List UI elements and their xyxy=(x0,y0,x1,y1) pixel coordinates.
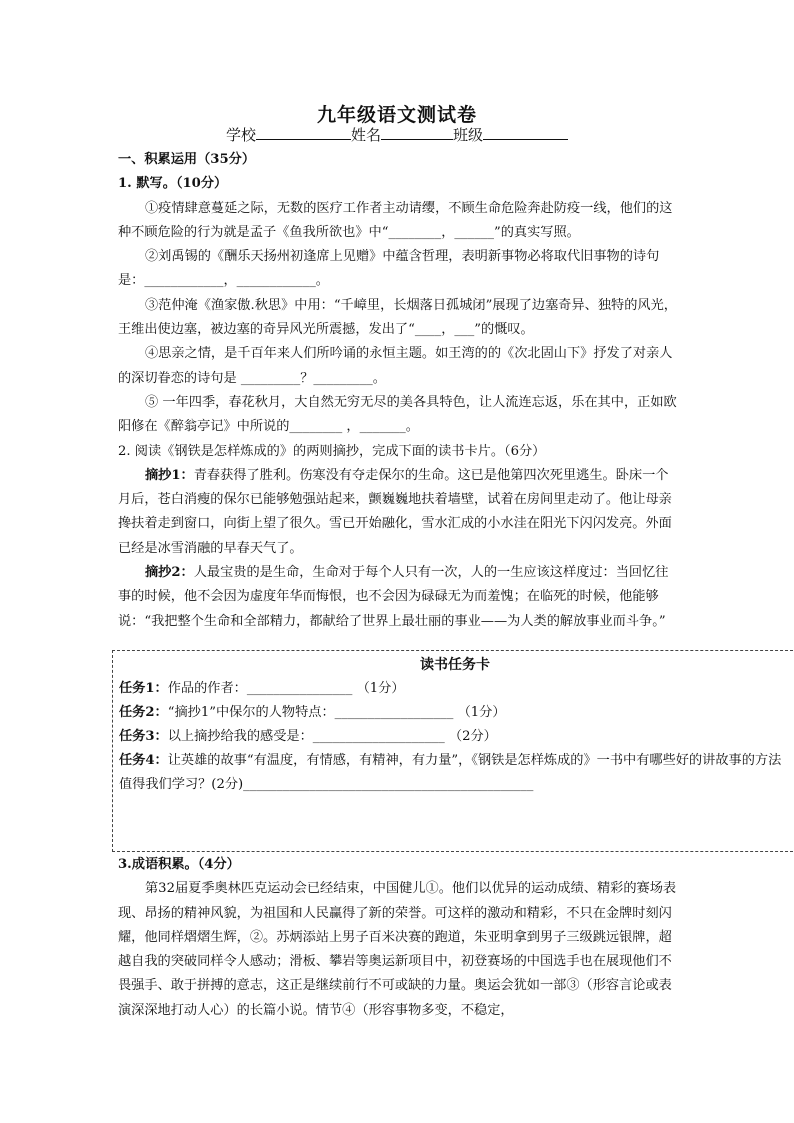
q3-passage: 第32届夏季奥林匹克运动会已经结束，中国健儿①。他们以优异的运动成绩、精彩的赛场表现、昂扬的精神风貌，为祖国和人民赢得了新的荣誉。可这样的激动和精彩，不只在金牌时刻闪耀，他同样熠熠生辉，②。苏炳添站上男子百米决赛的跑道，朱亚明拿到男子三级跳远银牌，超越自我的突破同样令人感动；滑板、攀岩等奥运新项目中，初登赛场的中国选手也在展现他们不畏强手、敢于拼搏的意志，这正是继续前行不可或缺的力量。奥运会犹如一部③（形容言论或表演深深地打动人心）的长篇小说。情节④（形容事物多变，不稳定， xyxy=(118,881,677,1018)
task-4-text: 让英雄的故事“有温度，有情感，有精神，有力量”，《钢铁是怎样炼成的》一书中有哪些好的讲故事的方法值得我们学习？(2分)____________________________________________ xyxy=(119,753,782,792)
question-3-content xyxy=(118,853,678,1023)
class-label: 班级 xyxy=(453,126,484,144)
class-field[interactable] xyxy=(483,125,568,140)
excerpt-2-label: 摘抄2： xyxy=(145,565,194,581)
name-field[interactable] xyxy=(381,125,453,140)
task-1-label: 任务1： xyxy=(119,681,168,696)
q1-item-5: ⑤ 一年四季，春花秋月，大自然无穷无尽的美各具特色，让人流连忘返，乐在其中，正如欧阳修在《醉翁亭记》中所说的________ ，_______。 xyxy=(118,394,677,435)
q1-item-2: ②刘禹锡的《酬乐天扬州初逢席上见赠》中蕴含哲理，表明新事物必将取代旧事物的诗句是：____________，____________。 xyxy=(118,249,660,289)
excerpt-2 xyxy=(118,561,678,634)
task-3-text: 以上摘抄给我的感受是：____________________ （2分） xyxy=(167,729,497,744)
q1-item-1: ①疫情肆意蔓延之际，无数的医疗工作者主动请缨，不顾生命危险奔赴防疫一线，他们的这种不顾危险的行为就是孟子《鱼我所欲也》中“________，______”的真实写照。 xyxy=(118,200,673,240)
name-label: 姓名 xyxy=(350,126,381,144)
school-label: 学校 xyxy=(225,126,256,144)
school-field[interactable] xyxy=(256,125,351,140)
task-2[interactable] xyxy=(119,701,791,725)
question-2-heading: 2. 阅读《钢铁是怎样炼成的》的两则摘抄，完成下面的读书卡片。（6分） xyxy=(118,443,546,459)
q1-item-4: ④思亲之情，是千百年来人们所吟诵的永恒主题。如王湾的的《次北固山下》抒发了对亲人的深切眷恋的诗句是 _________？_________。 xyxy=(118,346,673,386)
task-3[interactable] xyxy=(119,725,791,749)
task-2-text: “摘抄1”中保尔的人物特点：__________________ （1分） xyxy=(167,705,506,720)
excerpt-1 xyxy=(118,464,678,561)
section-1-content xyxy=(118,148,678,634)
section-heading: 一、积累运用（35分） xyxy=(118,152,256,167)
q1-item-3: ③范仲淹《渔家傲.秋思》中用：“千嶂里，长烟落日孤城闭”展现了边塞奇异、独特的风光，王维出使边塞，被边塞的奇异风光所震撼，发出了“____，___”的慨叹。 xyxy=(118,297,677,338)
excerpt-1-label: 摘抄1： xyxy=(145,467,194,483)
student-info-line xyxy=(0,124,794,145)
excerpt-2-text: 人最宝贵的是生命，生命对于每个人只有一次，人的一生应该这样度过：当回忆往事的时候，他不会因为虚度年华而悔恨，也不会因为碌碌无为而羞愧；在临死的时候，他能够说：“我把整个生命和全部精力，都献给了世界上最壮丽的事业——为人类的解放事业而斗争。” xyxy=(118,565,669,629)
task-1[interactable] xyxy=(119,677,791,701)
question-1-heading: 1. 默写。（10分） xyxy=(118,176,228,192)
reading-task-card xyxy=(112,650,793,852)
excerpt-1-text: 青春获得了胜利。伤寒没有夺走保尔的生命。这已是他第四次死里逃生。卧床一个月后，苍白消瘦的保尔已能够勉强站起来，颤巍巍地扶着墙壁，试着在房间里走动了。他让母亲搀扶着走到窗口，向街上望了很久。雪已开始融化，雪水汇成的小水洼在阳光下闪闪发亮。外面已经是冰雪消融的早春天气了。 xyxy=(118,467,672,556)
page-title: 九年级语文测试卷 xyxy=(316,104,477,126)
task-1-text: 作品的作者：________________ （1分） xyxy=(167,681,405,696)
task-4-label: 任务4： xyxy=(119,753,168,768)
task-3-label: 任务3： xyxy=(119,729,168,744)
question-3-heading: 3.成语积累。（4分） xyxy=(118,857,240,872)
task-card-body xyxy=(119,653,791,797)
task-2-label: 任务2： xyxy=(119,705,168,720)
task-card-title: 读书任务卡 xyxy=(420,657,490,673)
task-4[interactable] xyxy=(119,749,791,797)
